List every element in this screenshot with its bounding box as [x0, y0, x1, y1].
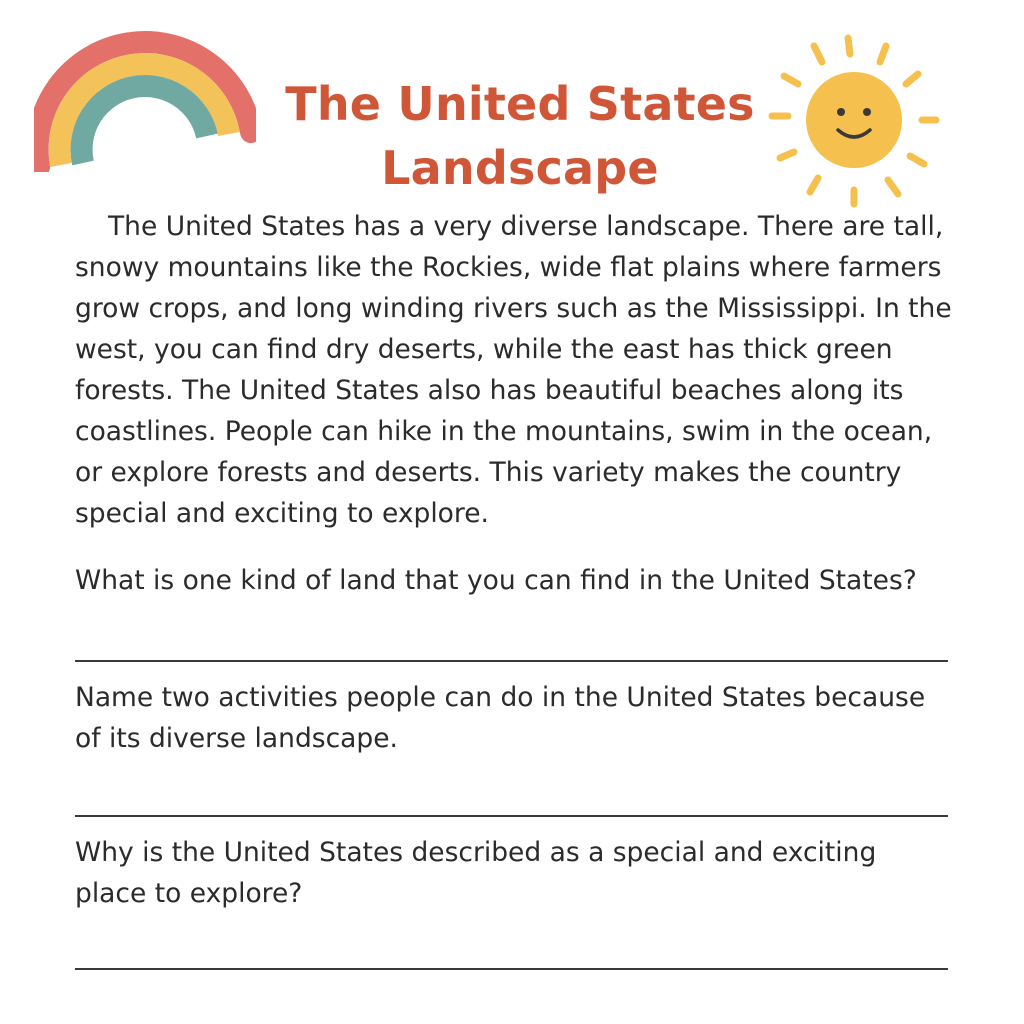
answer-line-2[interactable] [75, 815, 948, 817]
answer-line-3[interactable] [75, 968, 948, 970]
answer-line-1[interactable] [75, 660, 948, 662]
question-3: Why is the United States described as a special and exciting place to explore? [75, 837, 877, 909]
rainbow-icon [34, 22, 256, 172]
worksheet-title [260, 72, 780, 200]
title-line-2: Landscape [381, 141, 659, 195]
question-1: What is one kind of land that you can find in the United States? [75, 565, 917, 596]
smiling-sun-icon [764, 32, 954, 210]
reading-passage: The United States has a very diverse landscape. There are tall, snowy mountains like the Rockies, wide flat plains where farmers grow crops, and long winding rivers such as the Mississippi. In the west, you can find dry deserts, while the east has thick green forests. The United States also has beautiful beaches along its coastlines. People can hike in the mountains, swim in the ocean, or explore forests and deserts. This variety makes the country special and exciting to explore. [75, 211, 952, 529]
question-2: Name two activities people can do in the United States because of its diverse landscape. [75, 682, 926, 754]
title-line-1: The United States [285, 77, 755, 131]
